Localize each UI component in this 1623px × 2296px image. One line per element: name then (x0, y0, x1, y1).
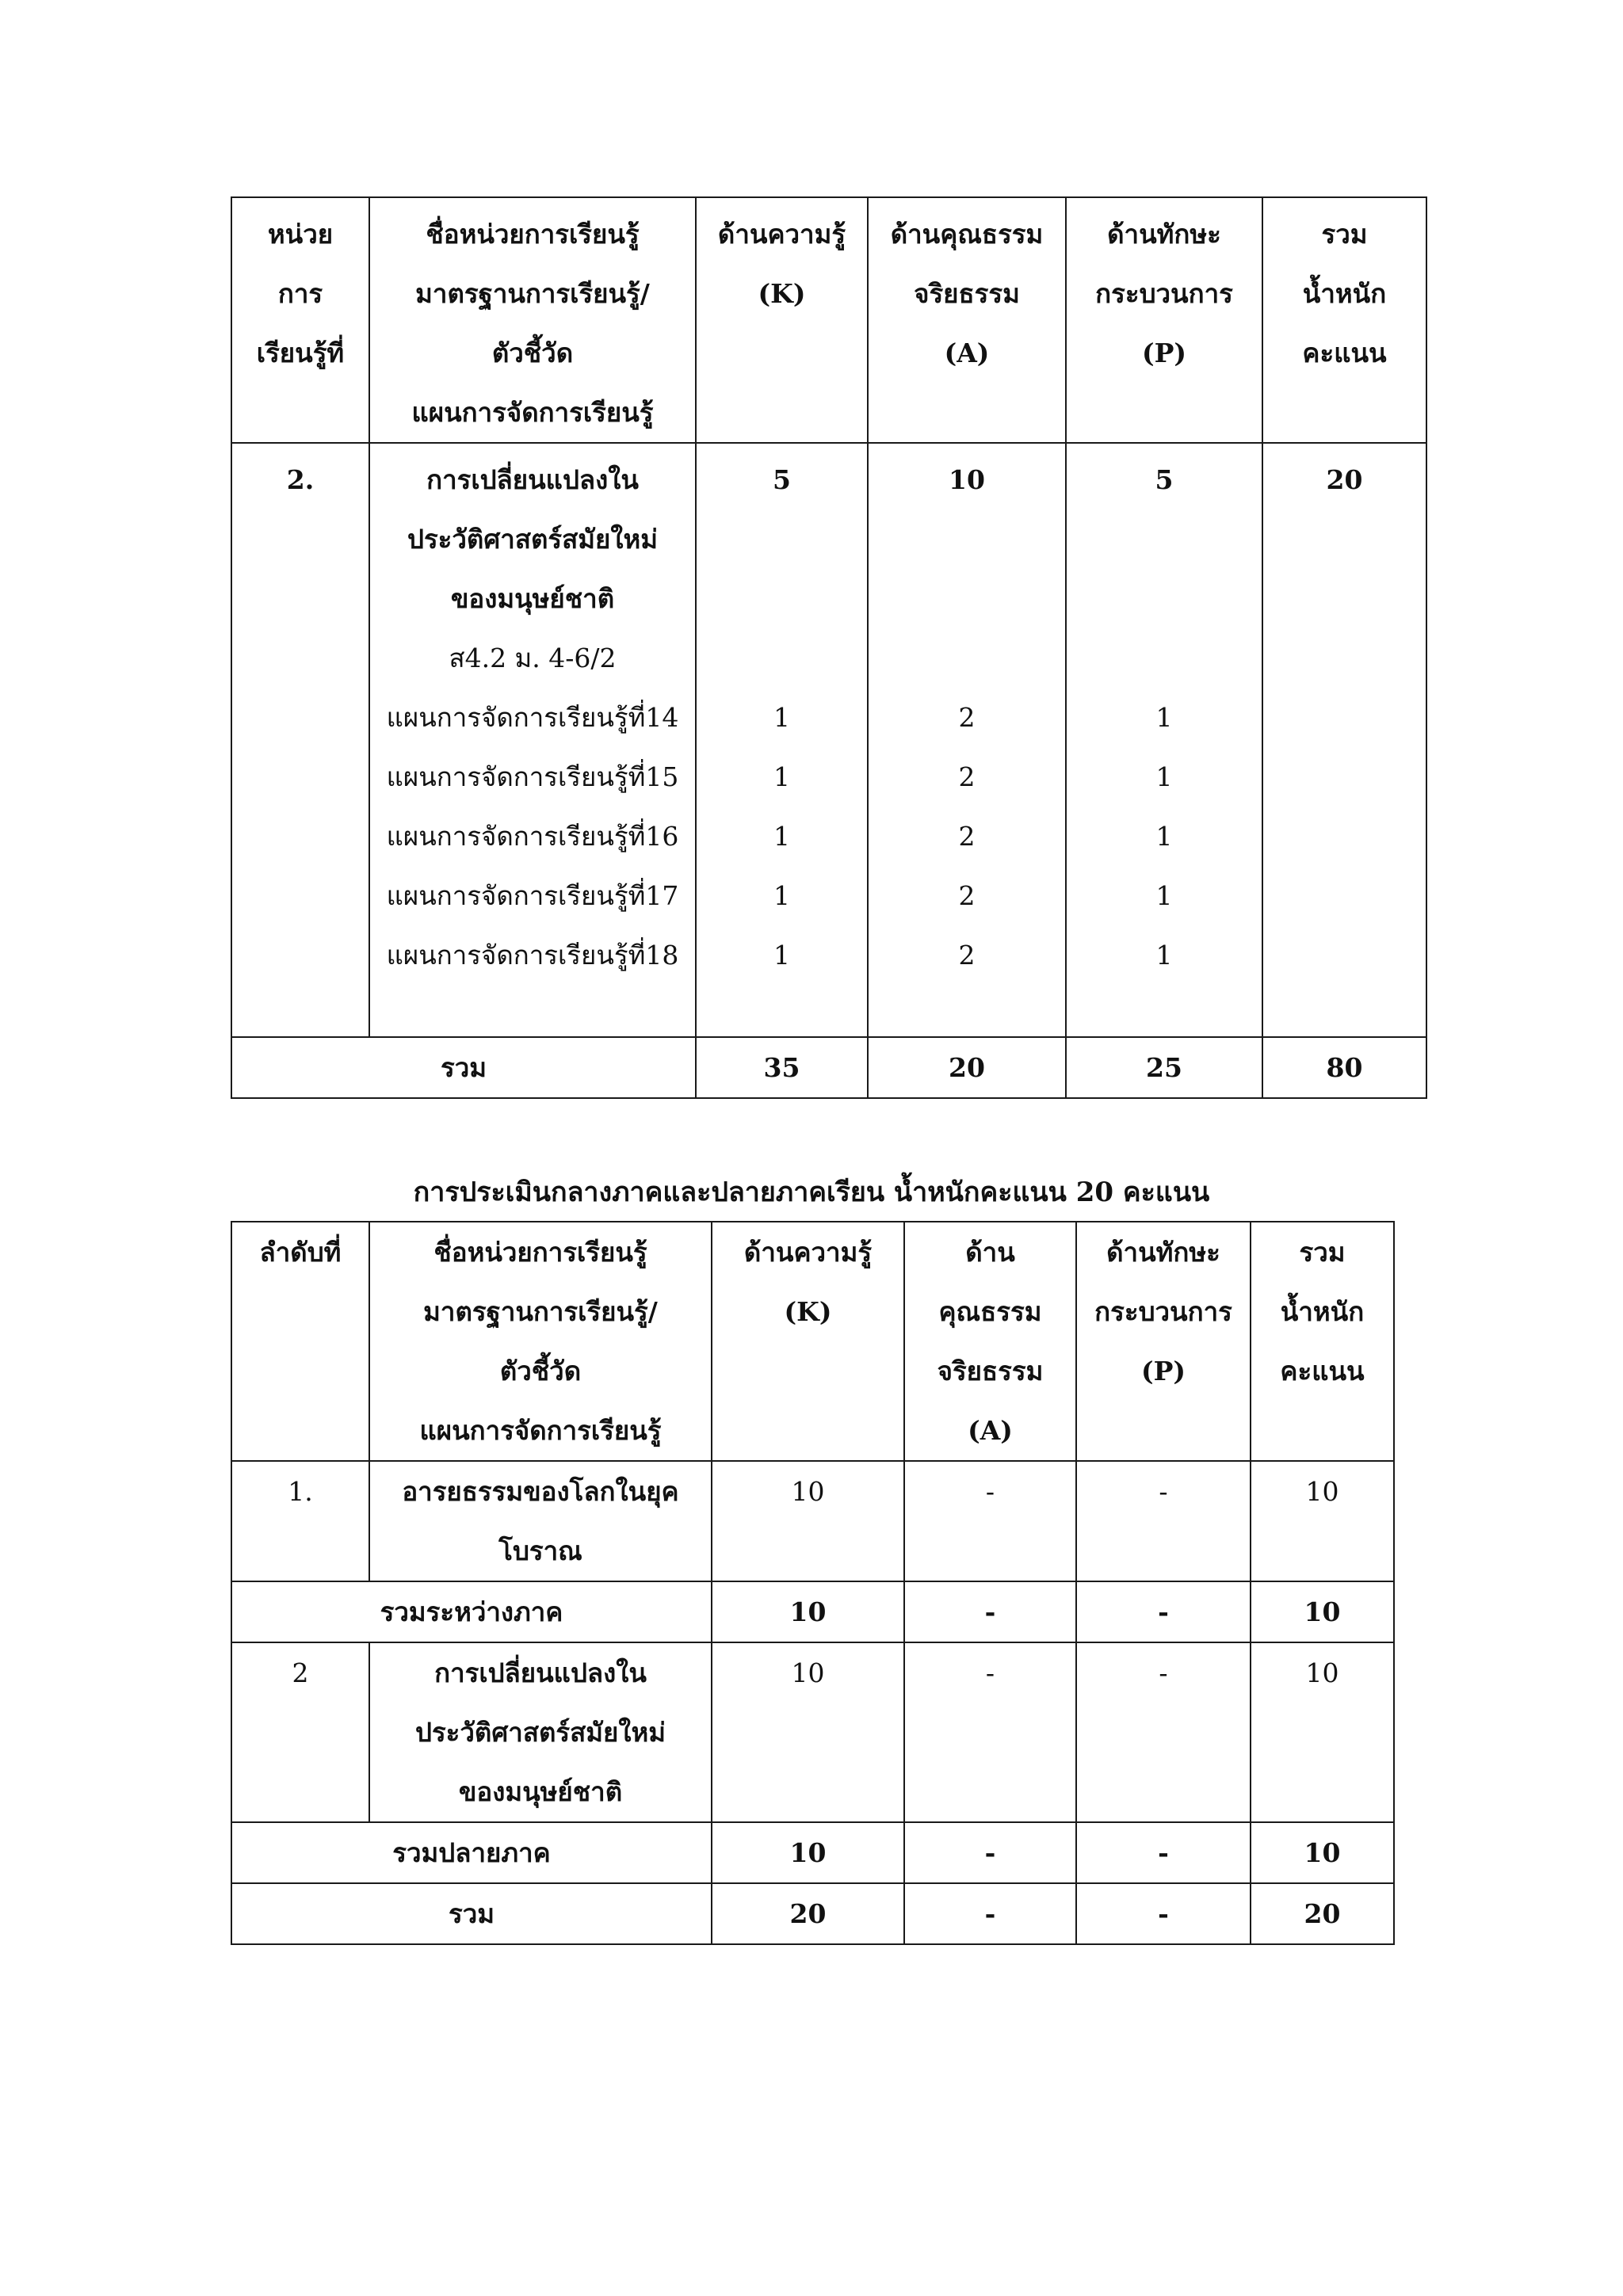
total-weight: 80 (1262, 1037, 1426, 1098)
plan-name: แผนการจัดการเรียนรู้ที่16 (386, 821, 679, 852)
row-unit-name: การเปลี่ยนแปลงใน ประวัติศาสตร์สมัยใหม่ ของมนุษย์ชาติ (369, 1642, 712, 1822)
row-attitude: - (904, 1642, 1076, 1822)
row-knowledge: 10 (712, 1461, 904, 1581)
grand-weight: 20 (1251, 1883, 1394, 1944)
grand-total-label: รวม (231, 1883, 712, 1944)
grand-total-row (231, 1883, 1394, 1944)
table-row (231, 1461, 1394, 1581)
header-knowledge: ด้านความรู้ (K) (696, 197, 868, 443)
total-label: รวม (231, 1037, 696, 1098)
header-unit-no: หน่วย การ เรียนรู้ที่ (231, 197, 369, 443)
header-row (231, 197, 1426, 443)
midterm-knowledge: 10 (712, 1581, 904, 1642)
final-process: - (1076, 1822, 1251, 1883)
header-attitude: ด้านคุณธรรม จริยธรรม (A) (868, 197, 1066, 443)
assessment-caption: การประเมินกลางภาคและปลายภาคเรียน น้ำหนักคะแนน 20 คะแนน (413, 1177, 1210, 1208)
grand-process: - (1076, 1883, 1251, 1944)
grand-knowledge: 20 (712, 1883, 904, 1944)
midterm-total-label: รวมระหว่างภาค (231, 1581, 712, 1642)
header-knowledge: ด้านความรู้ (K) (712, 1222, 904, 1461)
plan-name: แผนการจัดการเรียนรู้ที่14 (386, 702, 679, 733)
row-no: 1. (231, 1461, 369, 1581)
row-total: 10 (1251, 1642, 1394, 1822)
header-unit-name: ชื่อหน่วยการเรียนรู้ มาตรฐานการเรียนรู้/ ตัวชี้วัด แผนการจัดการเรียนรู้ (369, 1222, 712, 1461)
final-total-row (231, 1822, 1394, 1883)
unit-detail-cell: การเปลี่ยนแปลงใน ประวัติศาสตร์สมัยใหม่ ของมนุษย์ชาติ ส4.2 ม. 4-6/2 แผนการจัดการเรียนรู้ที่14 แผนการจัดการเรียนรู้ที่15 แผนการจัดการเรียนรู้ที่16 แผนการจัดการเรียนรู้ที่17 แผนการจัดการเรียนรู้ที่18 (369, 443, 696, 1037)
header-process: ด้านทักษะ กระบวนการ (P) (1076, 1222, 1251, 1461)
header-total-weight: รวม น้ำหนัก คะแนน (1262, 197, 1426, 443)
row-process: - (1076, 1642, 1251, 1822)
final-knowledge: 10 (712, 1822, 904, 1883)
row-total: 10 (1251, 1461, 1394, 1581)
table-row (231, 1642, 1394, 1822)
row-process: - (1076, 1461, 1251, 1581)
unit-attitude-cell: 10 2 2 2 2 2 (868, 443, 1066, 1037)
unit-total-cell: 20 (1262, 443, 1426, 1037)
midterm-final-table (231, 1221, 1395, 1945)
final-weight: 10 (1251, 1822, 1394, 1883)
unit-row (231, 443, 1426, 1037)
unit-process-cell: 5 1 1 1 1 1 (1066, 443, 1262, 1037)
midterm-attitude: - (904, 1581, 1076, 1642)
unit-number-cell: 2. (231, 443, 369, 1037)
header-process: ด้านทักษะ กระบวนการ (P) (1066, 197, 1262, 443)
row-attitude: - (904, 1461, 1076, 1581)
midterm-process: - (1076, 1581, 1251, 1642)
total-row (231, 1037, 1426, 1098)
plan-name: แผนการจัดการเรียนรู้ที่15 (386, 761, 679, 792)
row-knowledge: 10 (712, 1642, 904, 1822)
total-process: 25 (1066, 1037, 1262, 1098)
header-order: ลำดับที่ (231, 1222, 369, 1461)
final-attitude: - (904, 1822, 1076, 1883)
total-knowledge: 35 (696, 1037, 868, 1098)
plan-name: แผนการจัดการเรียนรู้ที่17 (386, 880, 679, 911)
header-row (231, 1222, 1394, 1461)
row-unit-name: อารยธรรมของโลกในยุค โบราณ (369, 1461, 712, 1581)
total-attitude: 20 (868, 1037, 1066, 1098)
unit-knowledge-cell: 5 1 1 1 1 1 (696, 443, 868, 1037)
midterm-weight: 10 (1251, 1581, 1394, 1642)
header-attitude: ด้าน คุณธรรม จริยธรรม (A) (904, 1222, 1076, 1461)
final-total-label: รวมปลายภาค (231, 1822, 712, 1883)
grand-attitude: - (904, 1883, 1076, 1944)
score-table-unit2 (231, 196, 1427, 1099)
header-total-weight: รวม น้ำหนัก คะแนน (1251, 1222, 1394, 1461)
row-no: 2 (231, 1642, 369, 1822)
plan-name: แผนการจัดการเรียนรู้ที่18 (386, 940, 679, 971)
midterm-total-row (231, 1581, 1394, 1642)
header-unit-name: ชื่อหน่วยการเรียนรู้ มาตรฐานการเรียนรู้/ ตัวชี้วัด แผนการจัดการเรียนรู้ (369, 197, 696, 443)
